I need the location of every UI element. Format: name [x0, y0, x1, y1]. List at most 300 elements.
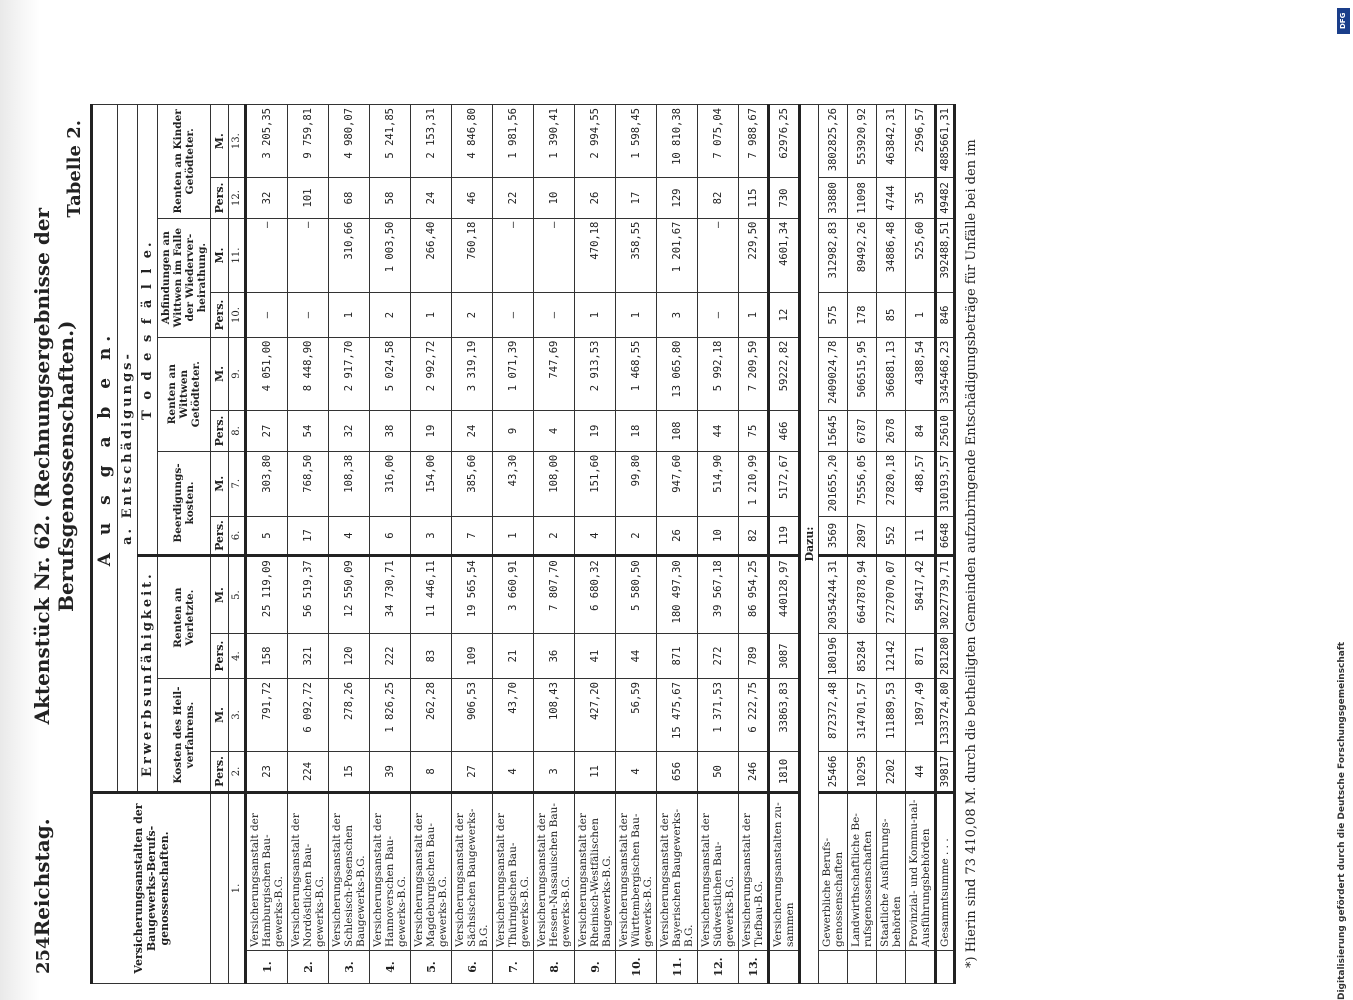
cell-c7: 27820,18 [877, 451, 906, 516]
cell-c4: 272 [698, 634, 739, 679]
cell-c13: 2 994,55 [575, 105, 616, 178]
cell-c9: 3 319,19 [452, 337, 493, 411]
cell-c4: 36 [534, 634, 575, 679]
cell-c3: 111889,53 [877, 679, 906, 752]
cell-c7: 947,60 [657, 451, 698, 516]
cell-c3: 314701,57 [848, 679, 877, 752]
column-number: 7. [229, 451, 246, 516]
cell-c10: 1 [739, 293, 769, 337]
cell-c12: 82 [698, 178, 739, 218]
cell-c10: 575 [819, 293, 848, 337]
cell-c11: 229,50 [739, 218, 769, 293]
cell-c12: 4744 [877, 178, 906, 218]
cell-c4: 180196 [819, 634, 848, 679]
cell-c3: 906,53 [452, 679, 493, 752]
unit-pers: Pers. [211, 516, 229, 555]
cell-c5: 20354244,31 [819, 556, 848, 634]
cell-c8: 54 [288, 411, 329, 451]
cell-c12: 11098 [848, 178, 877, 218]
cell-c11: 760,18 [452, 218, 493, 293]
cell-c8: 32 [329, 411, 370, 451]
cell-c8: 84 [906, 411, 936, 451]
row-number: 12. [698, 951, 739, 984]
cell-c12: 35 [906, 178, 936, 218]
cell-c11: — [493, 218, 534, 293]
cell-c6: 4 [329, 516, 370, 555]
cell-c8: 27 [246, 411, 288, 451]
cell-c6: 82 [739, 516, 769, 555]
cell-c11: 525,60 [906, 218, 936, 293]
unit-pers: Pers. [211, 293, 229, 337]
cell-c9: 1 071,39 [493, 337, 534, 411]
unit-mark: M. [211, 556, 229, 634]
column-number: 9. [229, 337, 246, 411]
cell-c4: 789 [739, 634, 769, 679]
cell-c10: 2 [452, 293, 493, 337]
cell-c12: 101 [288, 178, 329, 218]
cell-c5: 58417,42 [906, 556, 936, 634]
column-number: 12. [229, 178, 246, 218]
cell-c10: 178 [848, 293, 877, 337]
row-label: Versicherungsanstalt der Schlesisch-Posenschen Baugewerks-B.G. [329, 793, 370, 951]
cell-c2: 10295 [848, 751, 877, 792]
cell-c7: 75556,05 [848, 451, 877, 516]
row-number [819, 951, 848, 984]
cell-c9: 4388,54 [906, 337, 936, 411]
table-row [246, 105, 288, 984]
cell-c9: 7 209,59 [739, 337, 769, 411]
cell-c4: 120 [329, 634, 370, 679]
row-label: Versicherungsanstalt der Württembergischen Bau-gewerks-B.G. [616, 793, 657, 951]
cell-c6: 11 [906, 516, 936, 555]
cell-c2: 50 [698, 751, 739, 792]
cell-c2: 246 [739, 751, 769, 792]
row-number: 6. [452, 951, 493, 984]
cell-c10: — [288, 293, 329, 337]
cell-c3: 1 826,25 [370, 679, 411, 752]
cell-c13: 463842,31 [877, 105, 906, 178]
cell-c5: 19 565,54 [452, 556, 493, 634]
cell-c13: 7 988,67 [739, 105, 769, 178]
cell-c13: 62976,25 [769, 105, 800, 178]
table-row [534, 105, 575, 984]
cell-c9: 2409024,78 [819, 337, 848, 411]
cell-c12: 10 [534, 178, 575, 218]
cell-c6: 2 [534, 516, 575, 555]
cell-c4: 41 [575, 634, 616, 679]
cell-c7: 99,80 [616, 451, 657, 516]
cell-c4: 21 [493, 634, 534, 679]
unit-pers: Pers. [211, 178, 229, 218]
row-number: 1. [246, 951, 288, 984]
cell-c5: 30227739,71 [936, 556, 955, 634]
cell-c9: 1 468,55 [616, 337, 657, 411]
cell-c5: 5 580,50 [616, 556, 657, 634]
cell-c7: 108,38 [329, 451, 370, 516]
column-number: 8. [229, 411, 246, 451]
table-row [329, 105, 370, 984]
row-number: 4. [370, 951, 411, 984]
cell-c3: 278,26 [329, 679, 370, 752]
cell-c5: 56 519,37 [288, 556, 329, 634]
cell-c8: 18 [616, 411, 657, 451]
cell-c6: 1 [493, 516, 534, 555]
cell-c7: 316,00 [370, 451, 411, 516]
kosten-heilverfahren-header: Kosten des Heil-verfahrens. [158, 679, 211, 793]
cell-c8: 44 [698, 411, 739, 451]
cell-c11: 1 201,67 [657, 218, 698, 293]
cell-c11: 310,66 [329, 218, 370, 293]
cell-c8: 38 [370, 411, 411, 451]
cell-c2: 3 [534, 751, 575, 792]
beerdigungskosten-header: Beerdigungs-kosten. [158, 451, 211, 556]
cell-c4: 871 [657, 634, 698, 679]
cell-c13: 5 241,85 [370, 105, 411, 178]
row-number [936, 951, 955, 984]
cell-c13: 7 075,04 [698, 105, 739, 178]
cell-c7: 385,60 [452, 451, 493, 516]
table-row [657, 105, 698, 984]
unit-pers: Pers. [211, 751, 229, 792]
cell-c10: 1 [906, 293, 936, 337]
row-label: Versicherungsanstalten zu-sammen [769, 793, 800, 951]
cell-c4: 281280 [936, 634, 955, 679]
cell-c9: 8 448,90 [288, 337, 329, 411]
cell-c10: 2 [370, 293, 411, 337]
cell-c9: 3345468,23 [936, 337, 955, 411]
cell-c7: 151,60 [575, 451, 616, 516]
cell-c9: 506515,95 [848, 337, 877, 411]
cell-c13: 9 759,81 [288, 105, 329, 178]
cell-c11: 312982,83 [819, 218, 848, 293]
cell-c10: — [698, 293, 739, 337]
cell-c3: 1333724,80 [936, 679, 955, 752]
cell-c6: 552 [877, 516, 906, 555]
cell-c5: 25 119,09 [246, 556, 288, 634]
cell-c11: 392488,51 [936, 218, 955, 293]
row-number: 7. [493, 951, 534, 984]
cell-c5: 86 954,25 [739, 556, 769, 634]
cell-c7: 310193,57 [936, 451, 955, 516]
cell-c11: 470,18 [575, 218, 616, 293]
table-row [848, 105, 877, 984]
header-left: Reichstag. [30, 818, 54, 937]
cell-c7: 488,57 [906, 451, 936, 516]
row-label: Versicherungsanstalt der Südwestlichen Bau-gewerks-B.G. [698, 793, 739, 951]
cell-c3: 427,20 [575, 679, 616, 752]
unit-mark: M. [211, 337, 229, 411]
dazu-label: Dazu: [800, 105, 819, 984]
cell-c12: 33880 [819, 178, 848, 218]
row-number [877, 951, 906, 984]
cell-c11: 34886,48 [877, 218, 906, 293]
cell-c9: 366881,13 [877, 337, 906, 411]
cell-c8: 108 [657, 411, 698, 451]
cell-c7: 108,00 [534, 451, 575, 516]
cell-c9: 747,69 [534, 337, 575, 411]
unit-pers: Pers. [211, 411, 229, 451]
cell-c6: 17 [288, 516, 329, 555]
cell-c12: 32 [246, 178, 288, 218]
cell-c6: 3 [411, 516, 452, 555]
cell-c3: 56,59 [616, 679, 657, 752]
cell-c7: 1 210,99 [739, 451, 769, 516]
unit-header-blank [211, 793, 229, 984]
cell-c10: 85 [877, 293, 906, 337]
cell-c4: 321 [288, 634, 329, 679]
cell-c6: 6648 [936, 516, 955, 555]
table-row [698, 105, 739, 984]
cell-c11: — [288, 218, 329, 293]
cell-c9: 59222,82 [769, 337, 800, 411]
cell-c4: 222 [370, 634, 411, 679]
table-body [246, 105, 955, 984]
cell-c10: — [534, 293, 575, 337]
cell-c4: 109 [452, 634, 493, 679]
cell-c9: 2 913,53 [575, 337, 616, 411]
cell-c7: 768,50 [288, 451, 329, 516]
table-row [370, 105, 411, 984]
cell-c4: 83 [411, 634, 452, 679]
cell-c10: 1 [411, 293, 452, 337]
column-number: 1. [229, 793, 246, 984]
cell-c2: 2202 [877, 751, 906, 792]
row-number: 13. [739, 951, 769, 984]
cell-c8: 19 [411, 411, 452, 451]
column-number: 13. [229, 105, 246, 178]
cell-c3: 6 222,75 [739, 679, 769, 752]
cell-c13: 3 205,35 [246, 105, 288, 178]
renten-kinder-header: Renten an Kinder Getödteter. [158, 105, 211, 219]
cell-c5: 6 680,32 [575, 556, 616, 634]
table-row [906, 105, 936, 984]
cell-c12: 115 [739, 178, 769, 218]
cell-c11: 358,55 [616, 218, 657, 293]
cell-c5: 39 567,18 [698, 556, 739, 634]
entschaedigungen-header: a. Entschädigungs- [118, 105, 138, 793]
column-number: 4. [229, 634, 246, 679]
cell-c6: 5 [246, 516, 288, 555]
cell-c8: 75 [739, 411, 769, 451]
cell-c3: 791,72 [246, 679, 288, 752]
cell-c11: 89492,26 [848, 218, 877, 293]
cell-c4: 85284 [848, 634, 877, 679]
cell-c13: 4 980,07 [329, 105, 370, 178]
cell-c7: 5172,67 [769, 451, 800, 516]
cell-c8: 15645 [819, 411, 848, 451]
cell-c8: 19 [575, 411, 616, 451]
row-label: Versicherungsanstalt der Magdeburgischen Bau-gewerks-B.G. [411, 793, 452, 951]
cell-c3: 1897,49 [906, 679, 936, 752]
cell-c13: 10 810,38 [657, 105, 698, 178]
cell-c7: 201655,20 [819, 451, 848, 516]
row-number: 11. [657, 951, 698, 984]
column-number-row [229, 105, 246, 984]
cell-c2: 1810 [769, 751, 800, 792]
footnote: *) Hierin sind 73 410,08 M. durch die betheiligten Gemeinden aufzubringende Entschädigungsbeträge für Unfälle bei den im [964, 139, 979, 968]
row-number: 2. [288, 951, 329, 984]
row-label: Versicherungsanstalt der Bayerischen Baugewerks-B.G. [657, 793, 698, 951]
cell-c2: 15 [329, 751, 370, 792]
cell-c12: 22 [493, 178, 534, 218]
cell-c5: 6647878,94 [848, 556, 877, 634]
cell-c13: 3802825,26 [819, 105, 848, 178]
cell-c5: 3 660,91 [493, 556, 534, 634]
cell-c10: 1 [329, 293, 370, 337]
cell-c2: 27 [452, 751, 493, 792]
cell-c12: 17 [616, 178, 657, 218]
table-row [411, 105, 452, 984]
cell-c12: 68 [329, 178, 370, 218]
cell-c2: 44 [906, 751, 936, 792]
cell-c10: — [493, 293, 534, 337]
column-number: 6. [229, 516, 246, 555]
cell-c3: 262,28 [411, 679, 452, 752]
table-row [575, 105, 616, 984]
cell-c8: 2678 [877, 411, 906, 451]
unit-mark: M. [211, 218, 229, 293]
erwerbsunfaehigkeit-header: Erwerbsunfähigkeit. [138, 556, 158, 793]
cell-c12: 49482 [936, 178, 955, 218]
row-label: Versicherungsanstalt der Rheinisch-Westfälischen Baugewerks-B.G. [575, 793, 616, 951]
table-row [819, 105, 848, 984]
cell-c11: — [698, 218, 739, 293]
cell-c7: 154,00 [411, 451, 452, 516]
cell-c3: 872372,48 [819, 679, 848, 752]
cell-c10: 3 [657, 293, 698, 337]
cell-c2: 224 [288, 751, 329, 792]
cell-c2: 656 [657, 751, 698, 792]
table-row [616, 105, 657, 984]
cell-c5: 2727070,07 [877, 556, 906, 634]
row-label: Versicherungsanstalt der Sächsischen Baugewerks-B.G. [452, 793, 493, 951]
cell-c10: 12 [769, 293, 800, 337]
cell-c6: 2 [616, 516, 657, 555]
cell-c12: 58 [370, 178, 411, 218]
column-number: 5. [229, 556, 246, 634]
cell-c8: 6787 [848, 411, 877, 451]
cell-c13: 1 981,56 [493, 105, 534, 178]
cell-c12: 129 [657, 178, 698, 218]
cell-c4: 871 [906, 634, 936, 679]
row-label: Staatliche Ausführungs-behörden [877, 793, 906, 951]
cell-c6: 10 [698, 516, 739, 555]
cell-c13: 553920,92 [848, 105, 877, 178]
row-label: Versicherungsanstalt der Nordöstlichen Bau-gewerks-B.G. [288, 793, 329, 951]
cell-c6: 6 [370, 516, 411, 555]
row-label: Versicherungsanstalt der Thüringischen Bau-gewerks-B.G. [493, 793, 534, 951]
dazu-row [800, 105, 819, 984]
cell-c3: 33863,83 [769, 679, 800, 752]
cell-c7: 514,90 [698, 451, 739, 516]
cell-c8: 4 [534, 411, 575, 451]
row-label: Versicherungsanstalt der Hannoverschen Bau-gewerks-B.G. [370, 793, 411, 951]
abfindungen-wittwen-header: Abfindungen an Wittwen im Falle der Wiederver-heirathung. [158, 218, 211, 337]
cell-c5: 34 730,71 [370, 556, 411, 634]
row-label: Versicherungsanstalt der Hamburgischen Bau-gewerks-B.G. [246, 793, 288, 951]
page-title: Aktenstück Nr. 62. (Rechnungsergebnisse der Berufsgenossenschaften.) [30, 207, 78, 725]
cell-c8: 24 [452, 411, 493, 451]
cell-c3: 108,43 [534, 679, 575, 752]
cell-c5: 12 550,09 [329, 556, 370, 634]
cell-c13: 1 390,41 [534, 105, 575, 178]
row-number: 5. [411, 951, 452, 984]
cell-c10: 846 [936, 293, 955, 337]
column-number: 11. [229, 218, 246, 293]
digitization-credit: Digitalisierung gefördert durch die Deutsche Forschungsgemeinschaft [1337, 641, 1347, 1000]
cell-c12: 730 [769, 178, 800, 218]
cell-c10: — [246, 293, 288, 337]
cell-c9: 13 065,80 [657, 337, 698, 411]
cell-c3: 43,70 [493, 679, 534, 752]
cell-c2: 39 [370, 751, 411, 792]
cell-c3: 15 475,67 [657, 679, 698, 752]
row-number [769, 951, 800, 984]
cell-c11: — [246, 218, 288, 293]
cell-c2: 11 [575, 751, 616, 792]
row-label: Versicherungsanstalt der Tiefbau-B.G. [739, 793, 769, 951]
renten-verletzte-header: Renten an Verletzte. [158, 556, 211, 679]
cell-c12: 24 [411, 178, 452, 218]
renten-wittwen-header: Renten an Wittwen Getödteter. [158, 337, 211, 451]
unit-pers: Pers. [211, 634, 229, 679]
col1-header: Versicherungsanstalten der Baugewerks-Berufs-genossenschaften. [92, 793, 211, 984]
row-label: Gewerbliche Berufs-genossenschaften [819, 793, 848, 951]
row-label: Landwirthschaftliche Be-rufsgenossenschaften [848, 793, 877, 951]
cell-c13: 1 598,45 [616, 105, 657, 178]
table-row [288, 105, 329, 984]
column-number: 10. [229, 293, 246, 337]
page-number: 254 [33, 936, 54, 974]
row-number: 8. [534, 951, 575, 984]
table-row [877, 105, 906, 984]
cell-c2: 8 [411, 751, 452, 792]
row-label: Provinzial- und Kommu-nal-Ausführungsbehörden [906, 793, 936, 951]
dfg-logo: DFG [1337, 8, 1350, 34]
row-number: 3. [329, 951, 370, 984]
cell-c11: 4601,34 [769, 218, 800, 293]
cell-c9: 2 992,72 [411, 337, 452, 411]
cell-c12: 26 [575, 178, 616, 218]
cell-c8: 466 [769, 411, 800, 451]
cell-c5: 11 446,11 [411, 556, 452, 634]
cell-c13: 2596,57 [906, 105, 936, 178]
cell-c6: 7 [452, 516, 493, 555]
row-number: 10. [616, 951, 657, 984]
cell-c6: 3569 [819, 516, 848, 555]
cell-c5: 180 497,30 [657, 556, 698, 634]
cell-c7: 303,80 [246, 451, 288, 516]
table-row [739, 105, 769, 984]
cell-c6: 119 [769, 516, 800, 555]
cell-c5: 440128,97 [769, 556, 800, 634]
table-row [493, 105, 534, 984]
cell-c2: 25466 [819, 751, 848, 792]
cell-c8: 25610 [936, 411, 955, 451]
cell-c8: 9 [493, 411, 534, 451]
row-number: 9. [575, 951, 616, 984]
cell-c2: 4 [493, 751, 534, 792]
table-label: Tabelle 2. [64, 120, 85, 218]
cell-c11: — [534, 218, 575, 293]
table-row [769, 105, 800, 984]
cell-c2: 23 [246, 751, 288, 792]
cell-c10: 1 [616, 293, 657, 337]
cell-c4: 158 [246, 634, 288, 679]
row-label: Versicherungsanstalt der Hessen-Nassauischen Bau-gewerks-B.G. [534, 793, 575, 951]
data-table [90, 104, 956, 984]
cell-c11: 266,40 [411, 218, 452, 293]
